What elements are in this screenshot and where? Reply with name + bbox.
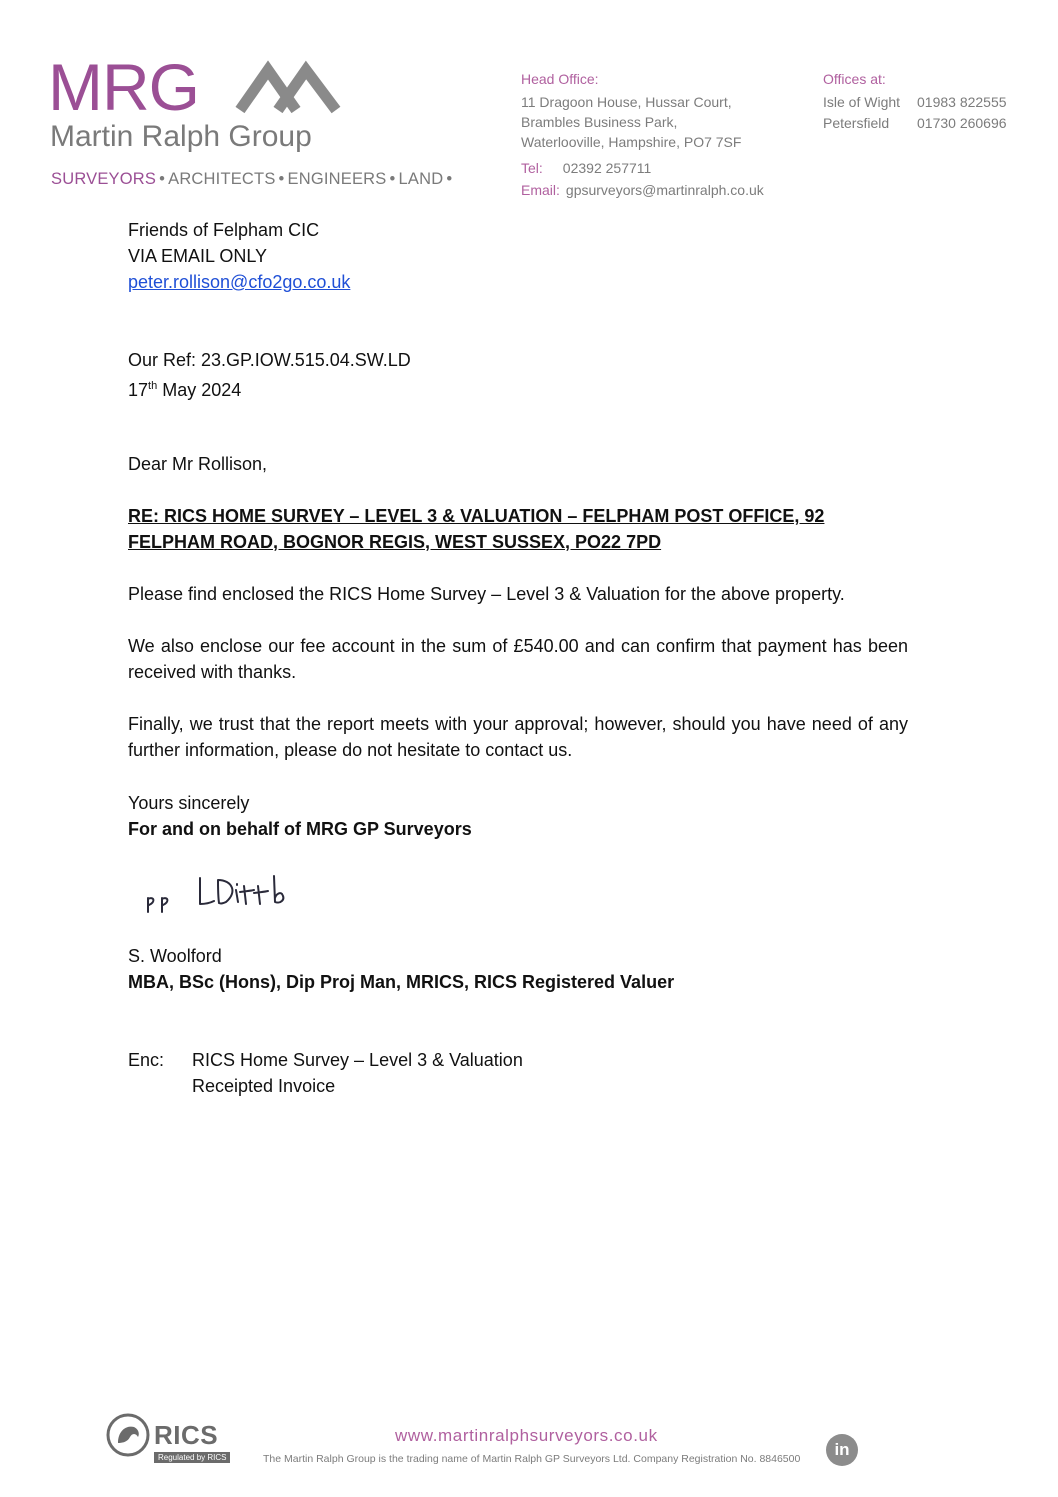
closing-block [128, 790, 472, 842]
website-link[interactable]: www.martinralphsurveyors.co.uk [395, 1426, 658, 1445]
enclosure-item: Receipted Invoice [192, 1076, 336, 1096]
head-office-tel [521, 158, 651, 178]
logo-initials: MRG [48, 58, 199, 124]
letter-date: 17th May 2024 [128, 380, 242, 400]
rics-wordmark: RICS [154, 1420, 219, 1450]
office-place: Isle of Wight [823, 94, 901, 110]
logo-company-name: Martin Ralph Group [50, 120, 312, 153]
subject-line: RE: RICS HOME SURVEY – LEVEL 3 & VALUATION – FELPHAM POST OFFICE, 92 FELPHAM ROAD, BOGNOR REGIS, WEST SUSSEX, PO22 7PD [128, 506, 825, 552]
office-row [823, 113, 1007, 133]
closing: Yours sincerely [128, 793, 250, 813]
offices-label: Offices at: [823, 71, 886, 87]
recipient-delivery: VIA EMAIL ONLY [128, 246, 268, 266]
tagline-architects: ARCHITECTS [168, 170, 276, 188]
salutation: Dear Mr Rollison, [128, 454, 268, 474]
enclosure-item: RICS Home Survey – Level 3 & Valuation [192, 1050, 523, 1070]
on-behalf: For and on behalf of MRG GP Surveyors [128, 819, 472, 839]
address-line: Waterlooville, Hampshire, PO7 7SF [521, 134, 742, 150]
tagline-land: LAND [398, 170, 444, 188]
paragraph: Please find enclosed the RICS Home Survey – Level 3 & Valuation for the above property. [128, 584, 845, 604]
address-line: Brambles Business Park, [521, 114, 678, 130]
rics-lion-icon [106, 1413, 150, 1462]
tagline-separator: • [278, 170, 285, 188]
paragraph: Finally, we trust that the report meets with your approval; however, should you have need of any further information, please do not hesitate to contact us. [128, 714, 908, 760]
signer-credentials: MBA, BSc (Hons), Dip Proj Man, MRICS, RICS Registered Valuer [128, 972, 675, 992]
signer-block [128, 943, 674, 995]
tagline-separator: • [159, 170, 166, 188]
enc-label: Enc: [128, 1050, 165, 1070]
rics-badge: Regulated by RICS [154, 1452, 230, 1463]
enclosures [128, 1047, 523, 1099]
tagline-separator: • [389, 170, 396, 188]
head-office-address [521, 92, 741, 152]
our-ref: Our Ref: 23.GP.IOW.515.04.SW.LD [128, 350, 411, 370]
recipient-block [128, 217, 350, 295]
tagline-engineers: ENGINEERS [287, 170, 387, 188]
head-office-label: Head Office: [521, 71, 599, 87]
office-phone: 01730 260696 [917, 115, 1007, 131]
tel-value: 02392 257711 [562, 160, 652, 176]
email-value[interactable]: gpsurveyors@martinralph.co.uk [565, 182, 764, 198]
company-logo [48, 58, 348, 159]
office-phone: 01983 822555 [917, 94, 1007, 110]
tel-label: Tel: [521, 160, 543, 176]
signature [140, 868, 300, 929]
office-place: Petersfield [823, 115, 890, 131]
recipient-name: Friends of Felpham CIC [128, 220, 320, 240]
reference-block [128, 347, 411, 403]
tagline [51, 170, 455, 189]
logo-peaks-icon [240, 70, 336, 110]
signer-name: S. Woolford [128, 946, 222, 966]
email-label: Email: [521, 182, 560, 198]
linkedin-icon[interactable]: in [826, 1434, 858, 1466]
recipient-email-link[interactable]: peter.rollison@cfo2go.co.uk [128, 272, 351, 292]
head-office-email [521, 180, 764, 200]
tagline-surveyors: SURVEYORS [51, 170, 157, 188]
address-line: 11 Dragoon House, Hussar Court, [521, 94, 732, 110]
footer-note: The Martin Ralph Group is the trading name of Martin Ralph GP Surveyors Ltd. Company Registration No. 8846500 [263, 1453, 801, 1465]
paragraph: We also enclose our fee account in the sum of £540.00 and can confirm that payment has been received with thanks. [128, 636, 908, 682]
tagline-separator: • [446, 170, 453, 188]
office-row [823, 92, 1007, 112]
